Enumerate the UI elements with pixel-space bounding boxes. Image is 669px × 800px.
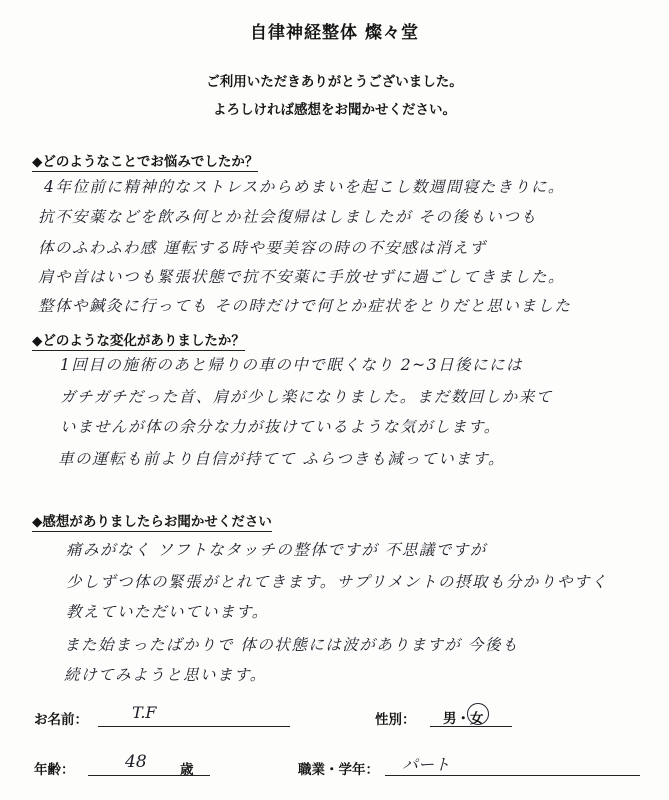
answer-line: 抗不安薬などを飲み何とか社会復帰はしましたが その後もいつも: [38, 208, 538, 226]
age-unit: 歳: [180, 762, 194, 778]
gender-female: 女: [470, 711, 484, 727]
answer-line: また始まったばかりで 体の状態には波がありますが 今後も: [64, 636, 519, 654]
gender-separator: ・: [456, 711, 470, 727]
selected-circle-mark: [467, 703, 489, 725]
answer-line: 続けてみようと思います。: [64, 666, 267, 684]
answer-line: 体のふわふわ感 運転する時や要美容の時の不安感は消えず: [38, 239, 487, 257]
gender-label: 性別：: [375, 712, 416, 728]
name-underline: [98, 726, 290, 727]
answer-line: 肩や首はいつも緊張状態で抗不安薬に手放せずに過ごしてきました。: [38, 268, 566, 286]
age-underline: [88, 775, 210, 776]
thanks-line-2: よろしければ感想をお聞かせください。: [213, 102, 456, 118]
answer-line: いませんが体の余分な力が抜けているような気がします。: [60, 418, 501, 436]
question-worries: ◆どのようなことでお悩みでしたか？: [32, 150, 258, 172]
gender-male: 男: [443, 711, 457, 727]
name-label: お名前：: [34, 712, 88, 728]
clinic-title: 自律神経整体 燦々堂: [250, 23, 419, 43]
age-value: 48: [125, 752, 147, 772]
answer-line: 1回目の施術のあと帰りの車の中で眠くなり 2~3日後にには: [60, 356, 524, 374]
occupation-underline: [385, 775, 640, 776]
age-label: 年齢：: [34, 762, 75, 778]
question-changes: ◆どのような変化がありましたか？: [32, 329, 245, 351]
answer-line: 整体や鍼灸に行っても その時だけで何とか症状をとりだと思いました: [38, 297, 572, 315]
answer-line: 4年位前に精神的なストレスからめまいを起こし数週間寝たきりに。: [44, 178, 565, 196]
answer-line: ガチガチだった首、肩が少し楽になりました。まだ数回しか来て: [60, 388, 553, 406]
gender-options: [443, 707, 484, 727]
occupation-value: パート: [402, 755, 451, 774]
thanks-line-1: ご利用いただきありがとうございました。: [206, 74, 463, 90]
answer-line: 教えていただいています。: [66, 603, 269, 621]
gender-female-option: [470, 707, 484, 727]
gender-underline: [430, 726, 512, 727]
answer-line: 車の運転も前より自信が持てて ふらつきも減っています。: [58, 450, 506, 468]
answer-line: 痛みがなく ソフトなタッチの整体ですが 不思議ですが: [66, 541, 487, 559]
question-impressions: ◆感想がありましたらお聞かせください: [32, 510, 272, 532]
name-value: T.F: [132, 703, 157, 722]
occupation-label: 職業・学年：: [298, 762, 379, 778]
answer-line: 少しずつ体の緊張がとれてきます。サプリメントの摂取も分かりやすく: [66, 573, 608, 591]
